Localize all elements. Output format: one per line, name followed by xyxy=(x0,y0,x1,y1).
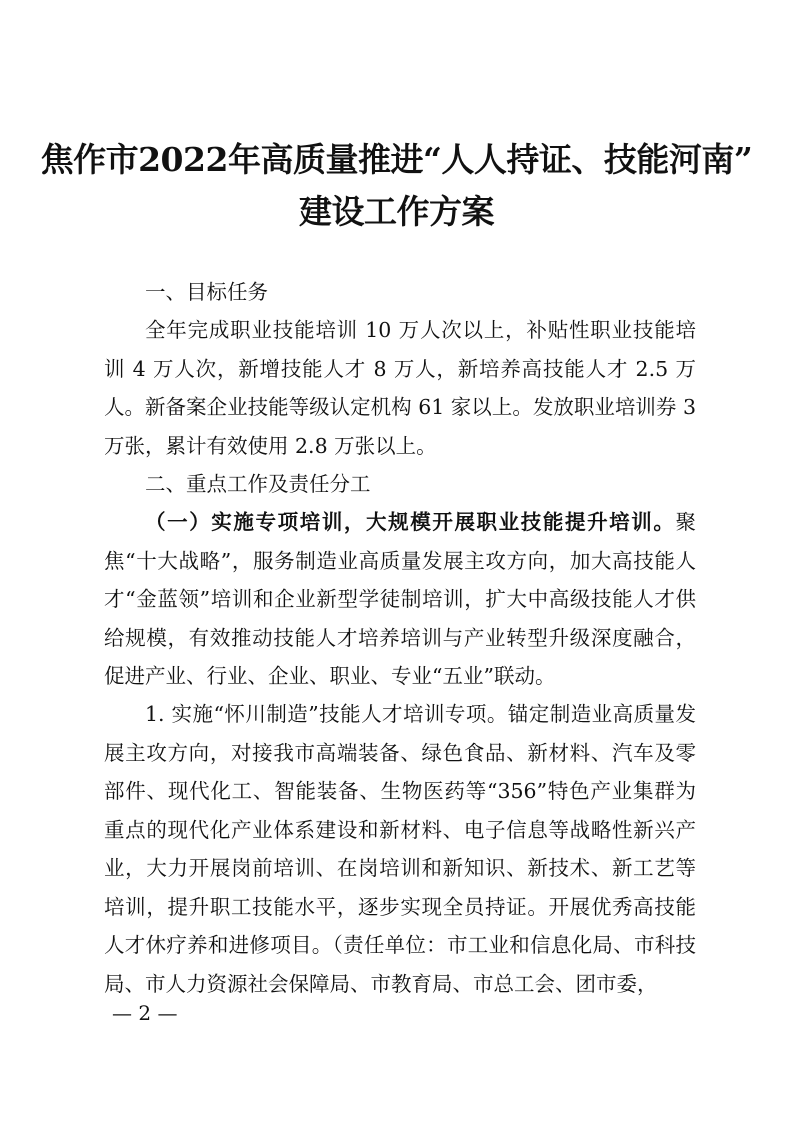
subsection-1-text: 聚焦“十大战略”，服务制造业高质量发展主攻方向，加大高技能人才“金蓝领”培训和企业新型学徒制培训，扩大中高级技能人才供给规模，有效推动技能人才培养培训与产业转型升级深度融合，促进产业、行业、企业、职业、专业“五业”联动。 xyxy=(104,510,696,688)
item-1-paragraph: 1. 实施“怀川制造”技能人才培训专项。锚定制造业高质量发展主攻方向，对接我市高端装备、绿色食品、新材料、汽车及零部件、现代化工、智能装备、生物医药等“356”特色产业集群为重点的现代化产业体系建设和新材料、电子信息等战略性新兴产业，大力开展岗前培训、在岗培训和新知识、新技术、新工艺等培训，提升职工技能水平，逐步实现全员持证。开展优秀高技能人才休疗养和进修项目。（责任单位：市工业和信息化局、市科技局、市人力资源社会保障局、市教育局、市总工会、团市委， xyxy=(104,702,696,996)
subsection-1-paragraph xyxy=(104,503,696,696)
goals-paragraph: 全年完成职业技能培训 10 万人次以上，补贴性职业技能培训 4 万人次，新增技能人才 8 万人，新培养高技能人才 2.5 万人。新备案企业技能等级认定机构 61 家以上。发放职业培训券 3 万张，累计有效使用 2.8 万张以上。 xyxy=(104,318,696,458)
page-number: — 2 — xyxy=(112,1001,178,1025)
document-title-line-1: 焦作市2022年高质量推进“人人持证、技能河南” xyxy=(40,140,753,179)
subsection-1-lead: （一）实施专项培训，大规模开展职业技能提升培训。 xyxy=(145,510,676,534)
section-heading-goals: 一、目标任务 xyxy=(145,280,268,304)
document-title-line-2: 建设工作方案 xyxy=(299,192,494,231)
section-heading-key-work: 二、重点工作及责任分工 xyxy=(145,472,371,496)
